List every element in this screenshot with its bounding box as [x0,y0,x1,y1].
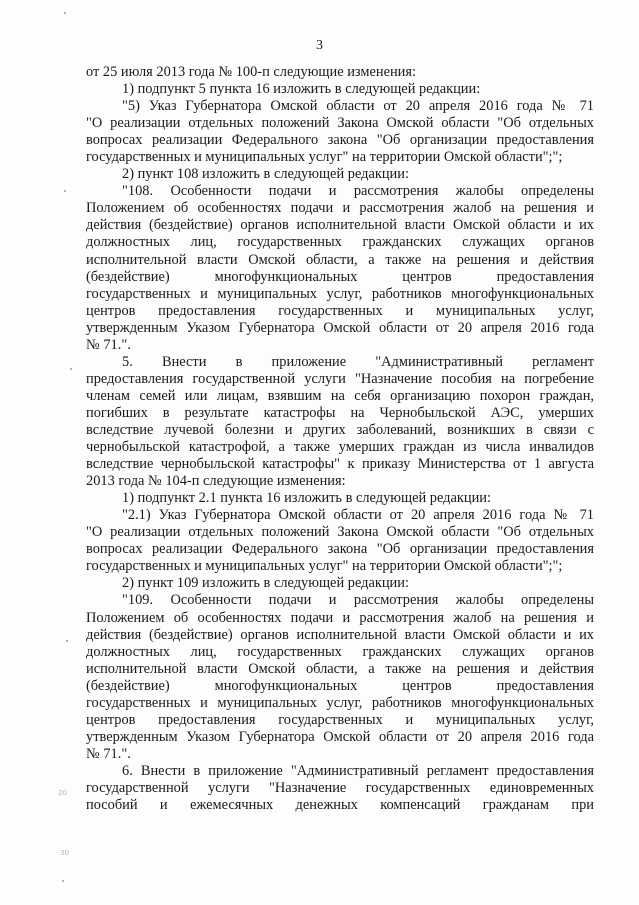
document-body [86,64,594,814]
text-line: "О реализации отдельных положений Закона Омской области "Об отдельных [86,115,594,132]
scan-speck [70,368,72,370]
text-line: центров предоставления государственных и муниципальных услуг, [86,711,594,728]
text-line: погибших в результате катастрофы на Чернобыльской АЭС, умерших [86,404,594,421]
text-line: вследствие лучевой болезни и других заболеваний, возникших в связи с [86,421,594,438]
text-line: 2) пункт 109 изложить в следующей редакции: [122,575,409,592]
scan-speck [64,190,66,192]
text-line: должностных лиц, государственных гражданских служащих органов [86,643,594,660]
text-line: 1) подпункт 2.1 пункта 16 изложить в следующей редакции: [122,490,491,507]
margin-mark: 30 [60,849,69,857]
text-line: членам семей или лицам, взявшим на себя организацию похорон граждан, [86,387,594,404]
text-line: вопросах реализации Федерального закона "Об организации предоставления [86,541,594,558]
text-line: исполнительной власти Омской области, а также на решения и действия [86,251,594,268]
text-line: № 71.". [86,336,131,353]
text-line: должностных лиц, государственных гражданских служащих органов [86,234,594,251]
text-line: № 71.". [86,745,131,762]
text-line: (бездействие) многофункциональных центров предоставления [86,677,594,694]
text-line: Положением об особенностях подачи и рассмотрения жалоб на решения и [86,200,594,217]
text-line: действия (бездействие) органов исполнительной власти Омской области и их [86,626,594,643]
text-line: государственных и муниципальных услуг" на территории Омской области";"; [86,558,563,575]
scan-speck [66,640,68,642]
text-line: "108. Особенности подачи и рассмотрения жалобы определены [122,183,594,200]
text-line: "О реализации отдельных положений Закона Омской области "Об отдельных [86,524,594,541]
text-line: государственных и муниципальных услуг, работников многофункциональных [86,694,594,711]
text-line: "109. Особенности подачи и рассмотрения жалобы определены [122,592,594,609]
text-line: пособий и ежемесячных денежных компенсаций гражданам при [86,797,594,814]
text-line: утвержденным Указом Губернатора Омской области от 20 апреля 2016 года [86,319,594,336]
text-line: 1) подпункт 5 пункта 16 изложить в следующей редакции: [122,81,481,98]
text-line: от 25 июля 2013 года № 100-п следующие изменения: [86,64,416,80]
text-line: государственной услуги "Назначение государственных единовременных [86,779,594,796]
text-line: действия (бездействие) органов исполнительной власти Омской области и их [86,217,594,234]
text-line: предоставления государственной услуги "Назначение пособия на погребение [86,370,594,387]
text-line: государственных и муниципальных услуг, работников многофункциональных [86,285,594,302]
scan-speck [64,12,66,14]
text-line: 2) пункт 108 изложить в следующей редакции: [122,166,409,183]
text-line: 2013 года № 104-п следующие изменения: [86,473,346,490]
text-line: "2.1) Указ Губернатора Омской области от 20 апреля 2016 года № 71 [122,507,594,524]
text-line: вследствие чернобыльской катастрофы" к приказу Министерства от 1 августа [86,456,594,473]
text-line: исполнительной власти Омской области, а также на решения и действия [86,660,594,677]
text-line: центров предоставления государственных и муниципальных услуг, [86,302,594,319]
text-line: чернобыльской катастрофой, а также умерших граждан из числа инвалидов [86,439,594,456]
text-line: Положением об особенностях подачи и рассмотрения жалоб на решения и [86,609,594,626]
text-line: утвержденным Указом Губернатора Омской области от 20 апреля 2016 года [86,728,594,745]
text-line: вопросах реализации Федерального закона "Об организации предоставления [86,132,594,149]
text-line: государственных и муниципальных услуг" на территории Омской области";"; [86,149,563,166]
margin-mark: 20 [58,789,67,797]
text-line: "5) Указ Губернатора Омской области от 20 апреля 2016 года № 71 [122,98,594,115]
text-line: 6. Внести в приложение "Административный регламент предоставления [122,762,594,779]
text-line: 5. Внести в приложение "Административный регламент [122,353,594,370]
page-number: 3 [316,38,323,53]
text-line: (бездействие) многофункциональных центров предоставления [86,268,594,285]
scan-speck [62,880,64,882]
